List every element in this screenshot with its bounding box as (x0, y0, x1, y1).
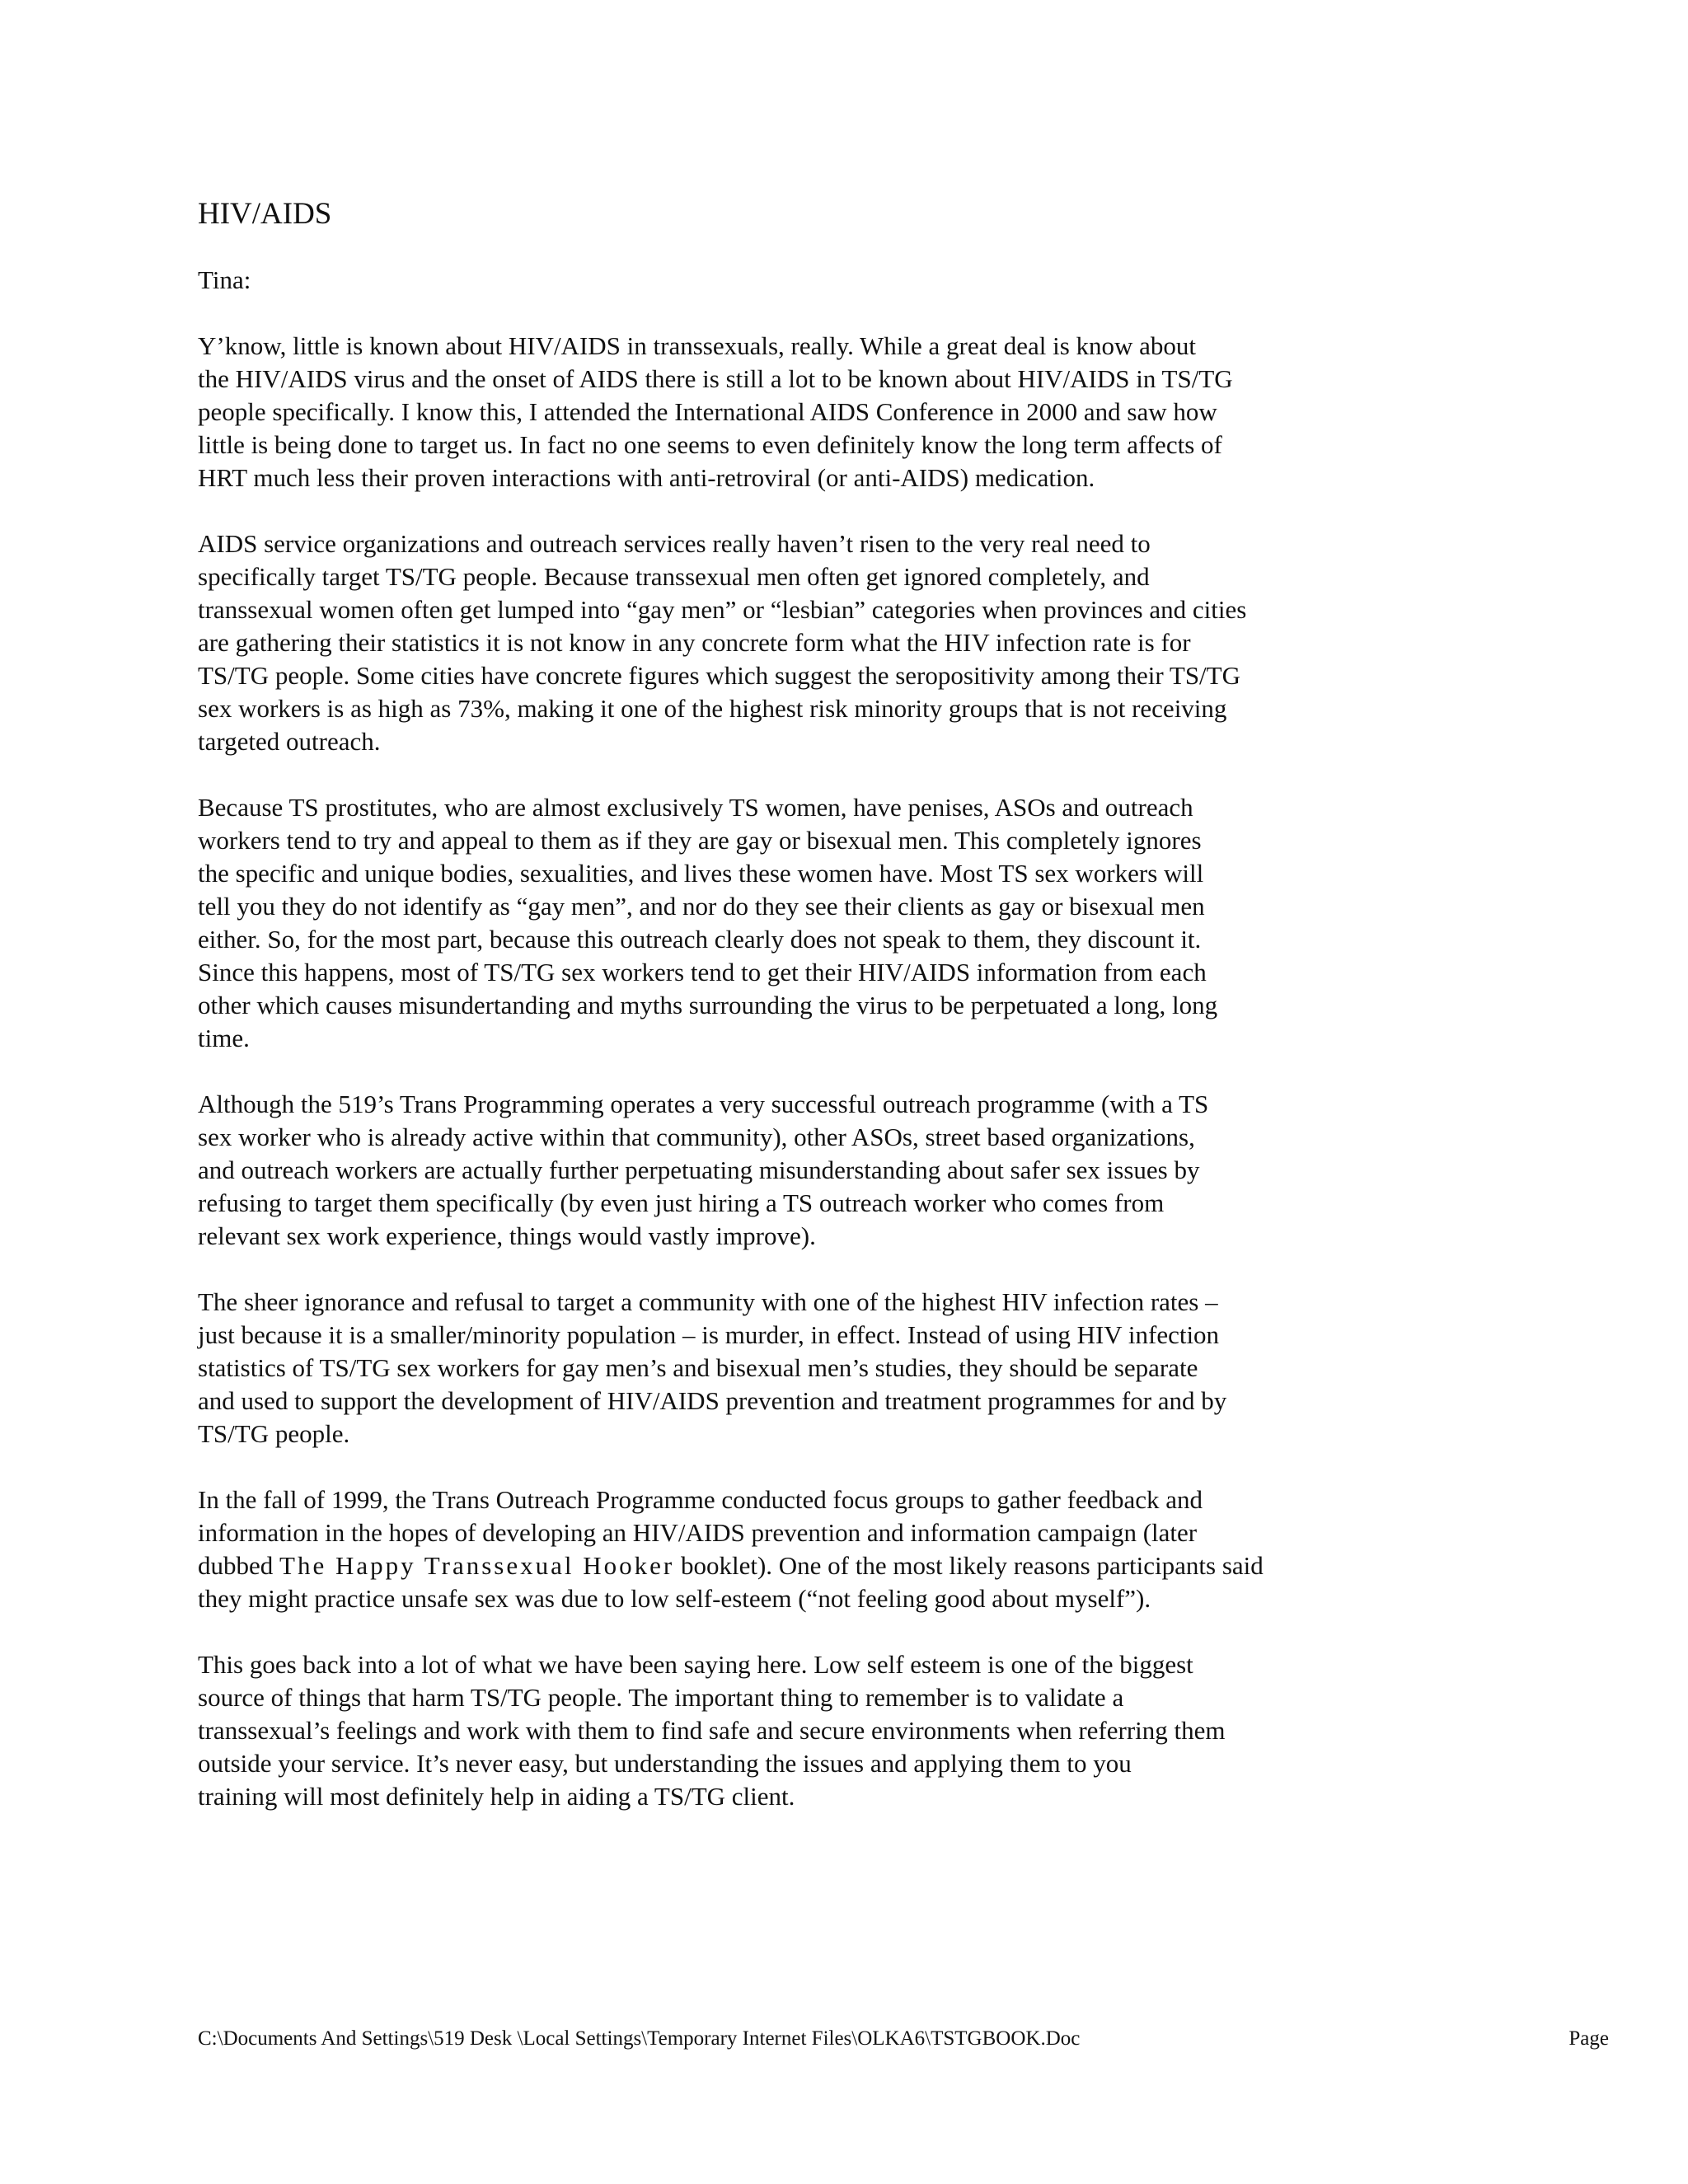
footer-file-path: C:\Documents And Settings\519 Desk \Local Settings\Temporary Internet Files\OLKA6\TSTGBOOK.Doc (198, 2027, 1081, 2050)
paragraph-sheer-ignorance: The sheer ignorance and refusal to target a community with one of the highest HIV infection rates – just because it is a smaller/minority population – is murder, in effect. Instead of using HIV infection statistics of TS/TG sex workers for gay men’s and bisexual men’s studies, they should be separate and used to support the development of HIV/AIDS prevention and treatment programmes for and by TS/TG people. (198, 1287, 1227, 1448)
paragraph-intro: Y’know, little is known about HIV/AIDS in transsexuals, really. While a great deal is know about the HIV/AIDS virus and the onset of AIDS there is still a lot to be known about HIV/AIDS in TS/TG people specifically. I know this, I attended the International AIDS Conference in 2000 and saw how little is being done to target us. In fact no one seems to even definitely know the long term affects of HRT much less their proven interactions with anti-retroviral (or anti-AIDS) medication. (198, 331, 1233, 492)
paragraph-closing: This goes back into a lot of what we have been saying here. Low self esteem is one of the biggest source of things that harm TS/TG people. The important thing to remember is to validate a transsexual’s feelings and work with them to find safe and secure environments when referring them outside your service. It’s never easy, but understanding the issues and applying them to you training will most definitely help in aiding a TS/TG client. (198, 1650, 1226, 1811)
footer-page-label: Page (1568, 2027, 1609, 2050)
section-heading: HIV/AIDS (198, 197, 332, 231)
speaker-label: Tina: (198, 265, 251, 294)
paragraph-fall-1999 (198, 1483, 1459, 1615)
fall-paragraph-text-start: In the fall of 1999, the Trans Outreach Programme conducted focus groups to gather feedback and information in the hopes of developing an HIV/AIDS prevention and information campaign (later dubbed (198, 1485, 1203, 1580)
document-body (198, 194, 1459, 1846)
booklet-title: The Happy Transsexual Hooker (279, 1551, 675, 1580)
paragraph-519-programming: Although the 519’s Trans Programming operates a very successful outreach programme (with a TS sex worker who is already active within that community), other ASOs, street based organizations, and outreach workers are actually further perpetuating misunderstanding about safer sex issues by refusing to target them specifically (by even just hiring a TS outreach worker who comes from relevant sex work experience, things would vastly improve). (198, 1090, 1209, 1250)
fall-paragraph-text-end: booklet). One of the most likely reasons participants said they might practice unsafe sex was due to low self-esteem (“not feeling good about myself”). (198, 1551, 1264, 1613)
paragraph-aso-services: AIDS service organizations and outreach services really haven’t risen to the very real need to specifically target TS/TG people. Because transsexual men often get ignored completely, and transsexual women often get lumped into “gay men” or “lesbian” categories when provinces and cities are gathering their statistics it is not know in any concrete form what the HIV infection rate is for TS/TG people. Some cities have concrete figures which suggest the seropositivity among their TS/TG sex workers is as high as 73%, making it one of the highest risk minority groups that is not receiving targeted outreach. (198, 529, 1247, 756)
paragraph-ts-prostitutes: Because TS prostitutes, who are almost exclusively TS women, have penises, ASOs and outreach workers tend to try and appeal to them as if they are gay or bisexual men. This completely ignores the specific and unique bodies, sexualities, and lives these women have. Most TS sex workers will tell you they do not identify as “gay men”, and nor do they see their clients as gay or bisexual men either. So, for the most part, because this outreach clearly does not speak to them, they discount it. Since this happens, most of TS/TG sex workers tend to get their HIV/AIDS information from each other which causes misundertanding and myths surrounding the virus to be perpetuated a long, long time. (198, 793, 1218, 1052)
